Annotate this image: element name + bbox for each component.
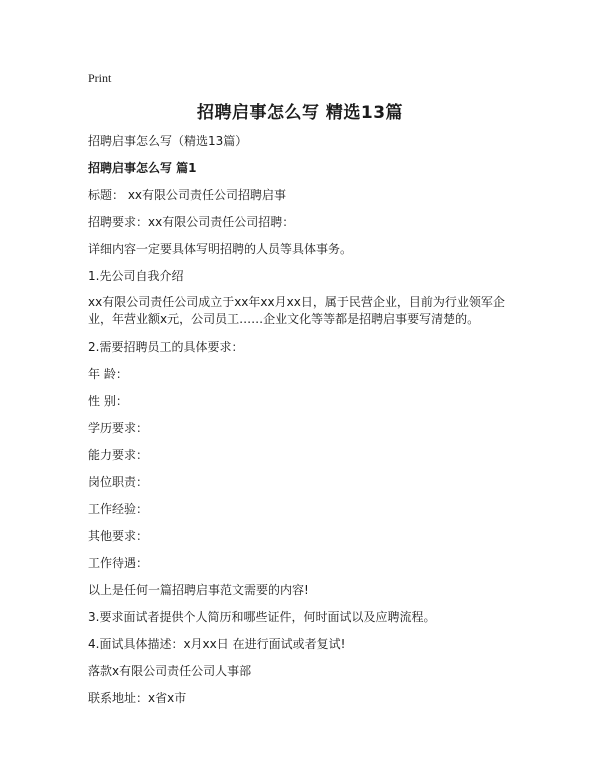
item-2-heading: 2.需要招聘员工的具体要求：	[88, 340, 244, 354]
field-ability: 能力要求：	[88, 448, 149, 462]
paragraph-detail: 详细内容一定要具体写明招聘的人员等具体事务。	[88, 242, 353, 256]
section-heading: 招聘启事怎么写 篇1	[88, 161, 197, 175]
field-gender: 性 别：	[88, 394, 128, 408]
field-duties: 岗位职责：	[88, 475, 149, 489]
paragraph-requirement: 招聘要求：xx有限公司责任公司招聘：	[88, 215, 295, 229]
address-line: 联系地址：x省x市	[88, 691, 187, 705]
item-1-heading: 1.先公司自我介绍	[88, 269, 184, 283]
field-education: 学历要求：	[88, 421, 149, 435]
item-4-line: 4.面试具体描述：x月xx日 在进行面试或者复试!	[88, 637, 346, 651]
field-other: 其他要求：	[88, 529, 149, 543]
paragraph-title: 标题： xx有限公司责任公司招聘启事	[88, 188, 287, 202]
subtitle-line: 招聘启事怎么写（精选13篇）	[88, 134, 248, 148]
print-label: Print	[88, 71, 112, 85]
document-title: 招聘启事怎么写 精选13篇	[196, 103, 404, 123]
signature-line: 落款x有限公司责任公司人事部	[88, 664, 252, 678]
field-salary: 工作待遇：	[88, 556, 149, 570]
summary-line: 以上是任何一篇招聘启事范文需要的内容!	[88, 583, 309, 597]
item-3-line: 3.要求面试者提供个人简历和哪些证件，何时面试以及应聘流程。	[88, 610, 436, 624]
field-age: 年 龄：	[88, 367, 128, 381]
company-intro-paragraph: xx有限公司责任公司成立于xx年xx月xx日，属于民营企业，目前为行业领军企业，年营业额x元，公司员工……企业文化等等都是招聘启事要写清楚的。	[88, 295, 505, 326]
field-experience: 工作经验：	[88, 502, 149, 516]
